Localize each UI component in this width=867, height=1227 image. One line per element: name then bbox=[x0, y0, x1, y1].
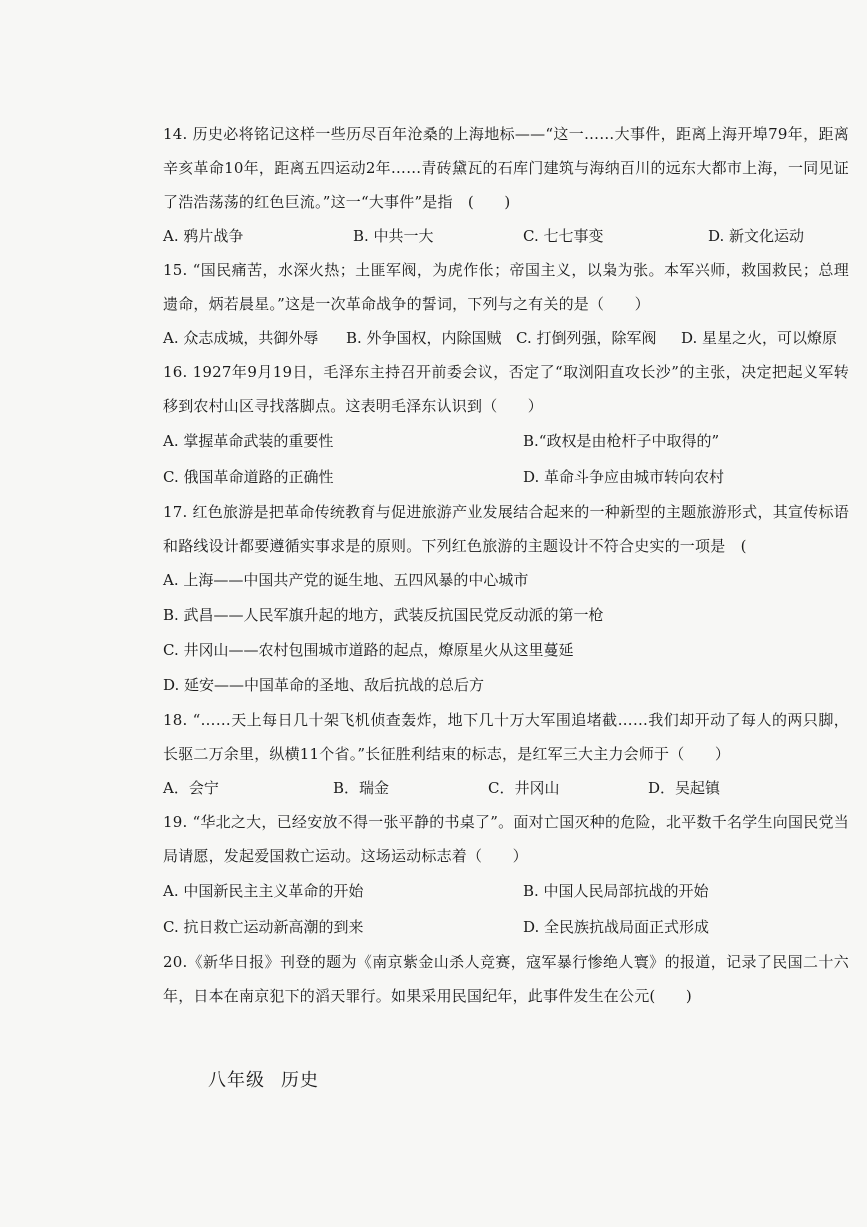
option-a: A. 掌握革命武装的重要性 bbox=[163, 432, 334, 450]
option-d: D．吴起镇 bbox=[648, 779, 721, 797]
question-20 bbox=[163, 945, 849, 1013]
option-list bbox=[163, 771, 849, 805]
option-c: C. 七七事变 bbox=[523, 227, 604, 245]
question-18 bbox=[163, 703, 849, 805]
question-stem: 17. 红色旅游是把革命传统教育与促进旅游产业发展结合起来的一种新型的主题旅游形式，其宣传标语和路线设计都要遵循实事求是的原则。下列红色旅游的主题设计不符合史实的一项是 ( bbox=[163, 503, 849, 555]
question-15 bbox=[163, 253, 849, 355]
option-a: A. 上海——中国共产党的诞生地、五四风暴的中心城市 bbox=[163, 571, 529, 589]
option-b: B. 中国人民局部抗战的开始 bbox=[523, 882, 709, 900]
question-stem: 19. “华北之大，已经安放不得一张平静的书桌了”。面对亡国灭种的危险，北平数千名学生向国民党当局请愿，发起爱国救亡运动。这场运动标志着（ ） bbox=[163, 813, 849, 865]
option-list bbox=[163, 423, 849, 495]
option-a: A．会宁 bbox=[163, 779, 219, 797]
question-stem: 14. 历史必将铭记这样一些历尽百年沧桑的上海地标——“这一……大事件，距离上海开埠79年，距离辛亥革命10年，距离五四运动2年……青砖黛瓦的石库门建筑与海纳百川的远东大都市上海，一同见证了浩浩荡荡的红色巨流。”这一“大事件”是指 ( ) bbox=[163, 125, 849, 211]
option-d: D. 新文化运动 bbox=[708, 227, 805, 245]
option-b: B．瑞金 bbox=[333, 779, 390, 797]
option-c: C．井冈山 bbox=[488, 779, 560, 797]
option-a: A. 鸦片战争 bbox=[163, 227, 244, 245]
page-footer bbox=[208, 1066, 319, 1092]
question-14 bbox=[163, 117, 849, 253]
question-19 bbox=[163, 805, 849, 945]
question-stem: 20.《新华日报》刊登的题为《南京紫金山杀人竞赛，寇军暴行惨绝人寰》的报道，记录了民国二十六年，日本在南京犯下的滔天罪行。如果采用民国纪年，此事件发生在公元( ) bbox=[163, 953, 849, 1005]
question-stem: 16. 1927年9月19日，毛泽东主持召开前委会议，否定了“取浏阳直攻长沙”的主张，决定把起义军转移到农村山区寻找落脚点。这表明毛泽东认识到（ ） bbox=[163, 363, 849, 415]
question-17 bbox=[163, 495, 849, 703]
footer-grade: 八年级 bbox=[208, 1070, 265, 1091]
question-16 bbox=[163, 355, 849, 495]
option-b: B. 中共一大 bbox=[353, 227, 434, 245]
option-list bbox=[163, 219, 849, 253]
option-list bbox=[163, 873, 849, 945]
question-stem: 15. “国民痛苦，水深火热；土匪军阀，为虎作伥；帝国主义，以枭为张。本军兴师，救国救民；总理遗命，炳若晨星。”这是一次革命战争的誓词，下列与之有关的是（ ） bbox=[163, 261, 849, 313]
option-d: D. 革命斗争应由城市转向农村 bbox=[523, 468, 725, 486]
option-b: B.“政权是由枪杆子中取得的” bbox=[523, 432, 720, 450]
option-c: C. 俄国革命道路的正确性 bbox=[163, 468, 334, 486]
option-d: D. 全民族抗战局面正式形成 bbox=[523, 918, 710, 936]
option-d: D. 延安——中国革命的圣地、敌后抗战的总后方 bbox=[163, 676, 485, 694]
option-c: C. 抗日救亡运动新高潮的到来 bbox=[163, 918, 364, 936]
footer-subject: 历史 bbox=[281, 1070, 319, 1091]
option-list bbox=[163, 321, 849, 355]
question-stem: 18. “……天上每日几十架飞机侦查轰炸，地下几十万大军围追堵截……我们却开动了每人的两只脚，长驱二万余里，纵横11个省。”长征胜利结束的标志，是红军三大主力会师于（ ） bbox=[163, 711, 849, 763]
option-c: C. 打倒列强，除军阀 bbox=[516, 329, 657, 347]
option-b: B. 外争国权，内除国贼 bbox=[346, 329, 502, 347]
option-d: D. 星星之火，可以燎原 bbox=[681, 329, 838, 347]
option-list bbox=[163, 563, 849, 703]
option-c: C. 井冈山——农村包围城市道路的起点，燎原星火从这里蔓延 bbox=[163, 641, 574, 659]
option-a: A. 众志成城，共御外辱 bbox=[163, 329, 319, 347]
option-a: A. 中国新民主主义革命的开始 bbox=[163, 882, 364, 900]
option-b: B. 武昌——人民军旗升起的地方，武装反抗国民党反动派的第一枪 bbox=[163, 606, 604, 624]
